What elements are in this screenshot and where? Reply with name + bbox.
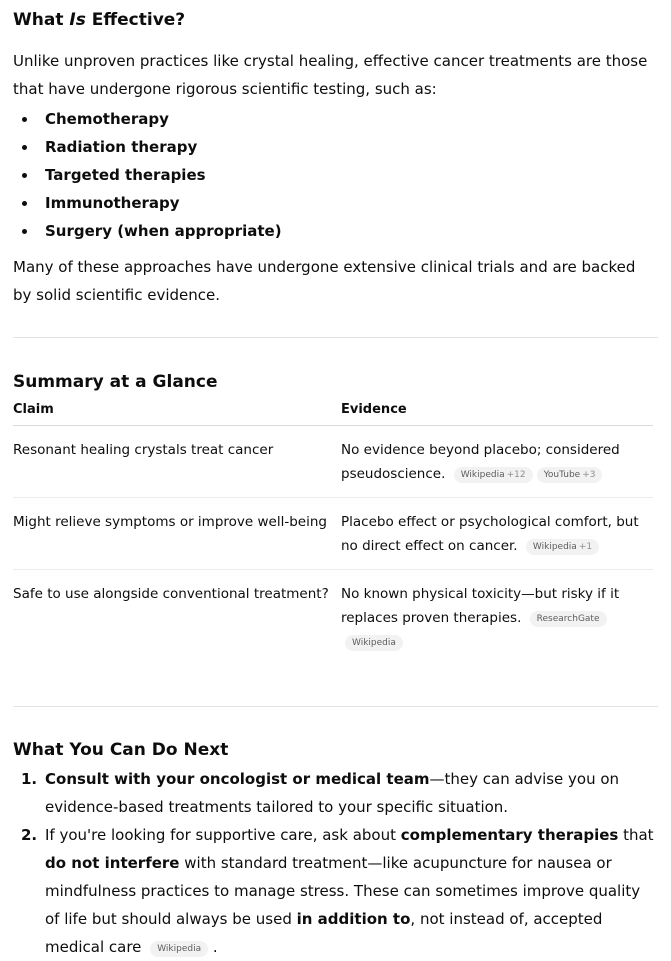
section-divider [13, 337, 658, 338]
heading-text: What [13, 10, 70, 30]
source-chip-wikipedia[interactable] [454, 467, 533, 483]
heading-text: Effective? [85, 10, 186, 30]
step-bold-lead: Consult with your oncologist or medical team [45, 770, 430, 788]
evidence-cell [341, 426, 653, 498]
list-item: Targeted therapies [13, 161, 658, 189]
source-label: Wikipedia [460, 470, 505, 480]
table-row [13, 426, 653, 498]
source-count: +3 [582, 470, 596, 480]
claim-cell: Might relieve symptoms or improve well-being [13, 498, 341, 570]
step-bold-text: in addition to [296, 910, 411, 928]
source-chip-researchgate[interactable] [530, 611, 607, 627]
step-text: that [618, 826, 654, 844]
next-steps-list [13, 765, 658, 961]
section-heading-what-is-effective [13, 0, 658, 31]
source-chip-wikipedia[interactable] [345, 635, 403, 651]
evidence-cell [341, 498, 653, 570]
table-header-row [13, 402, 653, 426]
step-text: . [212, 938, 218, 956]
step-text: with standard treatment—like acupuncture for nausea or mindfulness practices to manage stress. These can sometimes improve quality of life but should always be used [45, 854, 641, 928]
column-header-evidence: Evidence [341, 402, 653, 426]
list-item [13, 765, 658, 821]
section-heading-summary: Summary at a Glance [13, 372, 218, 392]
table-row [13, 498, 653, 570]
column-header-claim: Claim [13, 402, 341, 426]
source-label: Wikipedia [532, 542, 577, 552]
step-number: 1. [21, 770, 38, 788]
step-text: If you're looking for supportive care, ask about [45, 826, 401, 844]
source-label: Wikipedia [157, 944, 202, 954]
source-label: Wikipedia [352, 638, 396, 648]
evidence-text: No evidence beyond placebo; considered pseudoscience. [341, 442, 620, 482]
step-number: 2. [21, 826, 38, 844]
source-count: +12 [506, 470, 526, 480]
list-item: Chemotherapy [13, 105, 658, 133]
list-item [13, 821, 658, 961]
claim-cell: Safe to use alongside conventional treatment? [13, 586, 329, 602]
step-bold-text: do not interfere [45, 854, 180, 872]
source-chip-wikipedia[interactable] [526, 539, 599, 555]
claim-cell: Resonant healing crystals treat cancer [13, 426, 341, 498]
list-item: Immunotherapy [13, 189, 658, 217]
list-item: Surgery (when appropriate) [13, 217, 658, 245]
treatment-list [13, 105, 658, 245]
evidence-text: No known physical toxicity—but risky if it replaces proven therapies. [341, 586, 620, 626]
source-count: +1 [578, 542, 593, 552]
summary-table [13, 402, 653, 665]
source-label: YouTube [543, 470, 581, 480]
intro-paragraph: Unlike unproven practices like crystal healing, effective cancer treatments are those that have undergone rigorous scientific testing, such as: [13, 52, 648, 98]
evidence-cell [341, 570, 653, 666]
source-chip-wikipedia[interactable] [150, 941, 208, 957]
section-divider [13, 706, 658, 707]
closing-paragraph: Many of these approaches have undergone extensive clinical trials and are backed by solid scientific evidence. [13, 258, 636, 304]
step-text: —they can advise you on evidence-based treatments tailored to your specific situation. [45, 770, 620, 816]
step-bold-text: complementary therapies [400, 826, 619, 844]
section-heading-next-steps: What You Can Do Next [13, 740, 229, 760]
evidence-text: Placebo effect or psychological comfort, but no direct effect on cancer. [341, 514, 639, 554]
list-item: Radiation therapy [13, 133, 658, 161]
step-text: , not instead of, accepted medical care [45, 910, 603, 956]
source-label: ResearchGate [536, 614, 600, 624]
source-chip-youtube[interactable] [537, 467, 603, 483]
heading-emphasis: Is [69, 10, 86, 30]
table-row [13, 570, 653, 666]
